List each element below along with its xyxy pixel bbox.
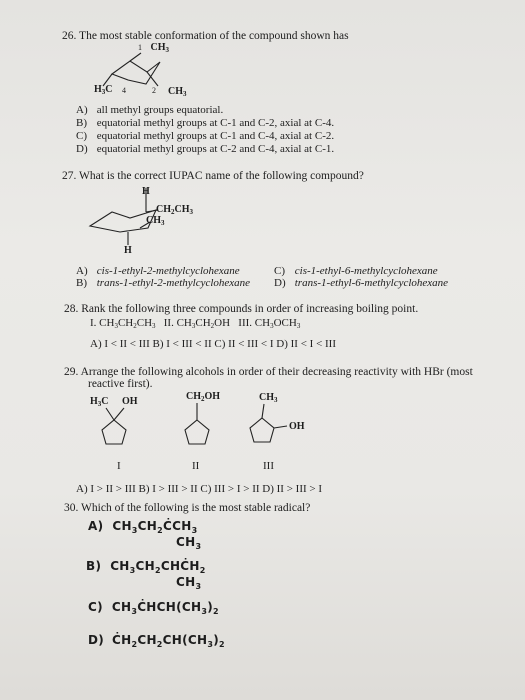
option-text: cis-1-ethyl-2-methylcyclohexane	[96, 265, 240, 277]
subscript: 2	[171, 208, 175, 216]
branch-label: CH	[176, 535, 196, 549]
option-text: equatorial methyl groups at C-1 and C-4, axial at C-2.	[96, 130, 335, 142]
q30-option-a[interactable]: A) $CH_3CH_2ĊCH_3$	[88, 519, 198, 535]
compound-ii-numeral: II.	[163, 317, 174, 329]
subscript: 2	[201, 395, 205, 403]
question-number: 30.	[64, 502, 79, 514]
q28-answer-choices[interactable]: A) I < II < III B) I < III < II C) II < III < I D) II < I < III	[90, 338, 337, 350]
q30-option-a-branch: $CH_3$	[176, 535, 202, 551]
compound-iii-formula: CH	[254, 317, 271, 329]
subscript: 3	[274, 396, 278, 404]
question-stem: Which of the following is the most stable radical?	[81, 502, 311, 514]
q28-compounds: I. $CH_3CH_2CH_3$ II. $CH_3CH_2OH$ III. $CH_3OCH_3$	[90, 317, 301, 330]
option-letter: B)	[86, 559, 102, 573]
option-letter: C)	[76, 130, 87, 142]
exam-page: 26. The most stable conformation of the compound shown has 1 $CH_3$ $H_3C$ 4 2 $CH_3$ A) all methyl groups equatorial. B) equatorial methyl groups at C-1 and C-2, axial at C-4. C) equatorial methyl groups at C-1 and C-4, axial at C-2. D) equatorial methyl groups at C-2 and C-4, axial at C-1. 27. What is the correct IUPAC name of the following compound? H $CH_2CH_3$ $CH_3$ H A) cis-1-ethyl-2-methylcyclohexane B) trans-1-ethyl-2-methylcyclohexane C) cis-1-ethyl-6-methylcyclohexane D) trans-1-ethyl-6-methylcyclohexane 28. Rank the following three compounds in order of increasing boiling point. I. $CH_3CH_2CH_3$ II. $CH_3CH_2OH$ III. $CH_3OCH_3$ A) I < II < III B) I < III < II C) II < III < I D) II < I < III 29. Arrange the following alcohols in order of their decreasing reactivity with HBr (most reactive first). $H_3C$ OH $CH_2OH$ $CH_3$ OH I II III A) I > II > III B) I > III > II C) III > I > II D) II > III > I 30. Which of the following is the most stable radical? A) $CH_3CH_2ĊCH_3$ $CH_3$ B) $CH_3CH_2CHĊH_2$ $CH_3$ C) $CH_3ĊHCH(CH_3)_2$ D) $ĊH_2CH_2CH(CH_3)_2$	[0, 0, 525, 700]
option-text: CH	[111, 600, 132, 614]
q30-option-d[interactable]: D) $ĊH_2CH_2CH(CH_3)_2$	[88, 633, 225, 649]
compound-i-numeral: I.	[90, 317, 97, 329]
option-text: CH	[112, 519, 132, 533]
h3c-label: H	[94, 84, 102, 95]
oh-label-iii: OH	[289, 421, 305, 432]
option-letter: A)	[76, 265, 88, 277]
option-text: trans-1-ethyl-6-methylcyclohexane	[294, 277, 449, 289]
oh-label-i: OH	[122, 396, 138, 407]
option-text: CH	[110, 559, 130, 573]
option-letter: D)	[274, 277, 286, 289]
c4-number: 4	[122, 86, 126, 95]
ch2oh-label: CH	[186, 391, 201, 402]
subscript: 3	[183, 90, 187, 98]
compound-i-formula: CH	[99, 317, 115, 329]
subscript: 3	[161, 219, 165, 227]
question-30	[64, 502, 310, 515]
q30-option-b-branch: $CH_3$	[176, 575, 202, 591]
option-text: trans-1-ethyl-2-methylcyclohexane	[96, 277, 251, 289]
c2-number: 2	[152, 86, 156, 95]
question-stem: What is the correct IUPAC name of the following compound?	[79, 170, 364, 182]
question-number: 26.	[62, 30, 77, 42]
option-letter: A)	[76, 104, 88, 116]
h3c-label: H	[90, 396, 98, 407]
ch3-label: CH	[259, 392, 274, 403]
question-stem: Rank the following three compounds in order of increasing boiling point.	[81, 303, 419, 315]
option-letter: C)	[88, 600, 103, 614]
question-number: 29.	[64, 366, 79, 378]
option-text: equatorial methyl groups at C-1 and C-2, axial at C-4.	[96, 117, 335, 129]
subscript: 3	[165, 46, 169, 54]
question-number: 28.	[64, 303, 79, 315]
question-stem: The most stable conformation of the compound shown has	[79, 30, 349, 42]
branch-label: CH	[176, 575, 196, 589]
numeral-iii: III	[263, 460, 274, 472]
compound-ii-formula: CH	[176, 317, 192, 329]
subscript: 3	[101, 88, 106, 96]
question-29-line2: reactive first).	[88, 378, 153, 390]
option-letter: C)	[274, 265, 285, 277]
option-letter: A)	[88, 519, 104, 533]
option-letter: D)	[76, 143, 88, 155]
option-letter: B)	[76, 277, 87, 289]
numeral-i: I	[117, 460, 121, 472]
question-number: 27.	[62, 170, 77, 182]
q30-option-b[interactable]: B) $CH_3CH_2CHĊH_2$	[86, 559, 206, 575]
ch3-top-label: CH	[150, 42, 166, 53]
compound-iii-numeral: III.	[238, 317, 253, 329]
numeral-ii: II	[192, 460, 200, 472]
option-letter: B)	[76, 117, 87, 129]
ethyl-label: CH	[156, 204, 171, 215]
c1-number: 1	[138, 43, 142, 52]
ethyl-label-2: CH	[174, 204, 190, 215]
q30-option-c[interactable]: C) $CH_3ĊHCH(CH_3)_2$	[88, 600, 219, 616]
option-letter: D)	[88, 633, 105, 647]
methyl-label: CH	[146, 215, 161, 226]
subscript: 3	[189, 208, 193, 216]
option-text: equatorial methyl groups at C-2 and C-4, axial at C-1.	[96, 143, 335, 155]
ch3-right-label: CH	[168, 86, 183, 97]
h-bottom-label: H	[124, 245, 132, 256]
option-text: all methyl groups equatorial.	[96, 104, 224, 116]
question-stem: Arrange the following alcohols in order of their decreasing reactivity with HBr (most	[80, 366, 473, 378]
subscript: 3	[97, 400, 102, 408]
h-top-label: H	[142, 186, 150, 197]
option-text: cis-1-ethyl-6-methylcyclohexane	[294, 265, 438, 277]
q29-answer-choices[interactable]: A) I > II > III B) I > III > II C) III > I > II D) II > III > I	[76, 483, 323, 495]
